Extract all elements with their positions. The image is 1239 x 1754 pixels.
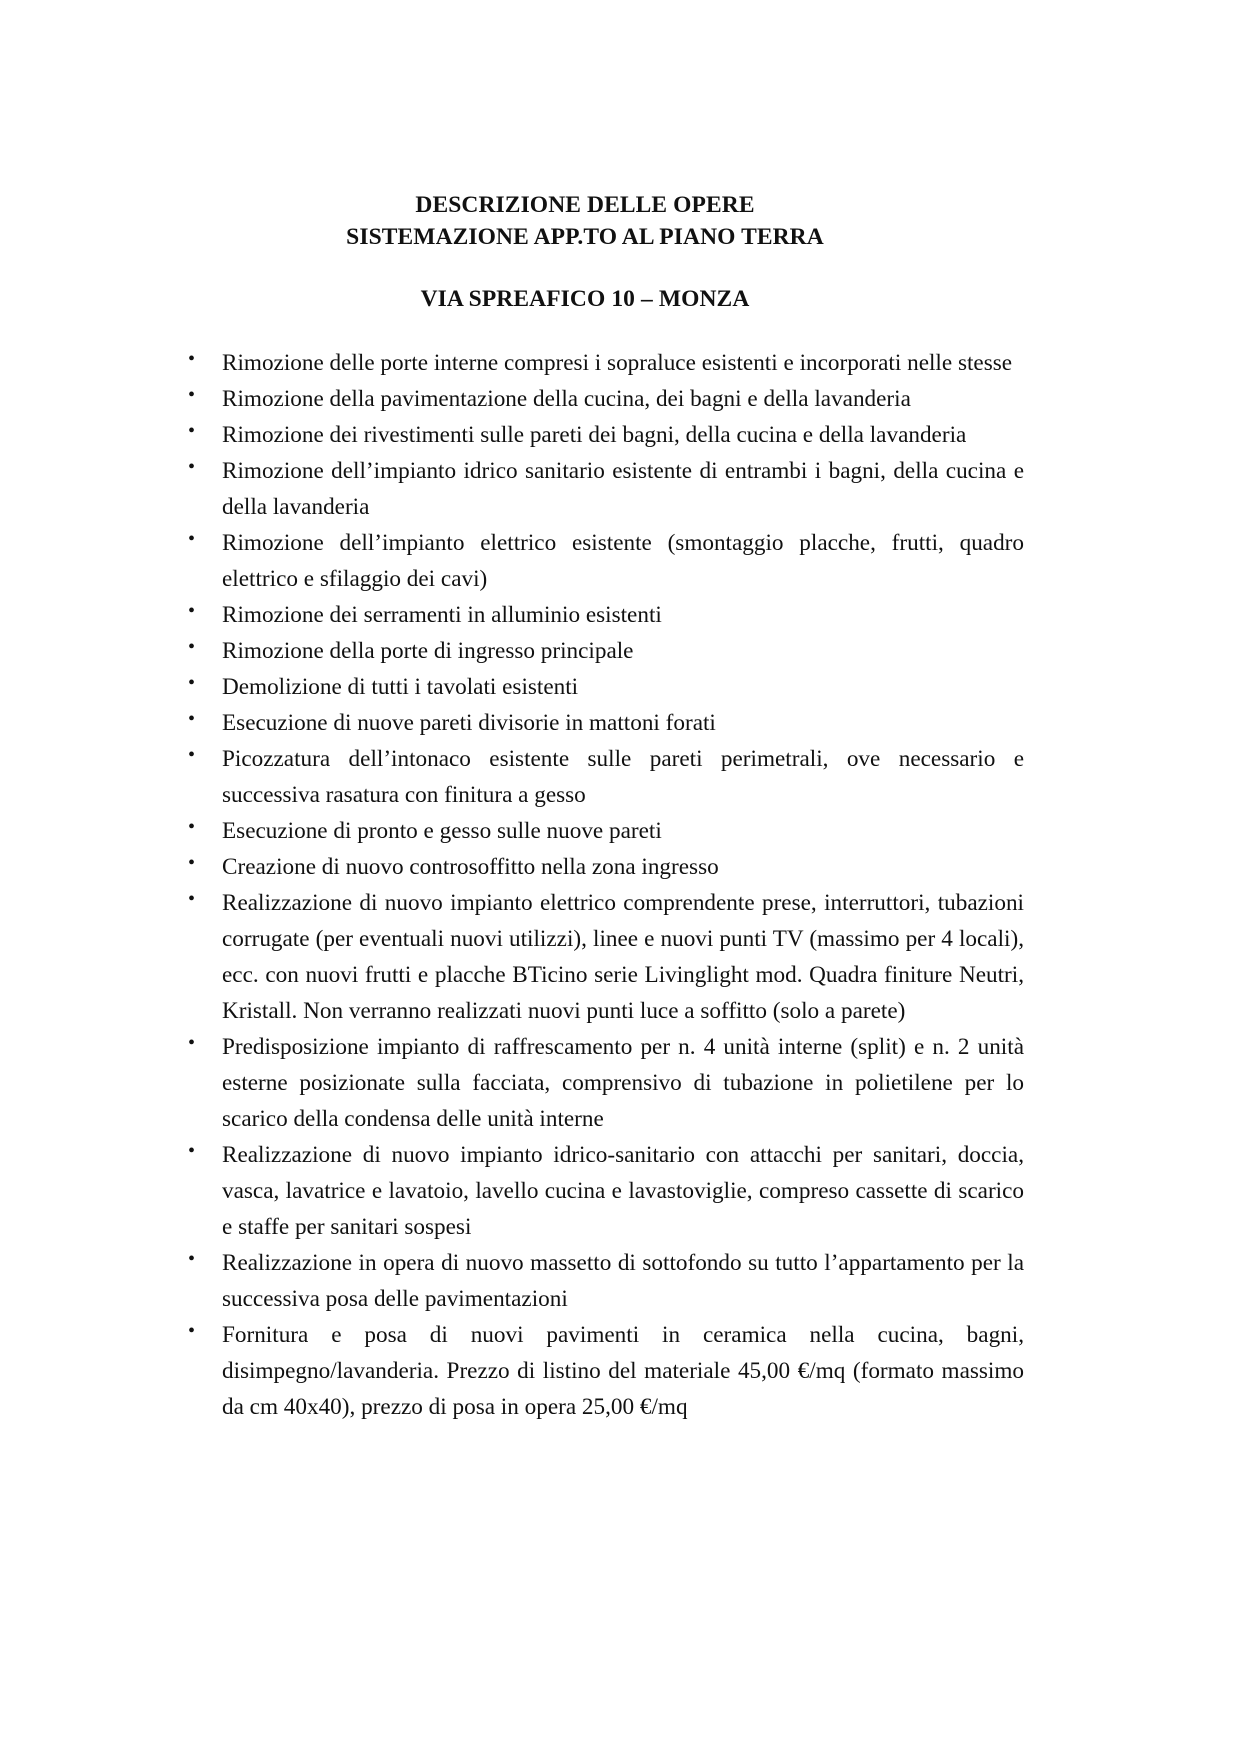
list-item	[188, 705, 1024, 741]
list-item-text: Rimozione dell’impianto elettrico esistente (smontaggio placche, frutti, quadro elettrico e sfilaggio dei cavi)	[222, 530, 1024, 592]
list-item-text: Rimozione dell’impianto idrico sanitario esistente di entrambi i bagni, della cucina e della lavanderia	[222, 458, 1024, 520]
list-item-text: Rimozione dei serramenti in alluminio esistenti	[222, 602, 662, 628]
list-item	[188, 525, 1024, 597]
bullet-icon: •	[188, 1140, 196, 1162]
list-item-text: Realizzazione in opera di nuovo massetto di sottofondo su tutto l’appartamento per la successiva posa delle pavimentazioni	[222, 1250, 1024, 1312]
bullet-icon: •	[188, 1248, 196, 1270]
bullet-icon: •	[188, 852, 196, 874]
list-item-text: Esecuzione di nuove pareti divisorie in mattoni forati	[222, 710, 716, 736]
list-item	[188, 813, 1024, 849]
bullet-icon: •	[188, 456, 196, 478]
bullet-icon: •	[188, 528, 196, 550]
bullet-icon: •	[188, 816, 196, 838]
list-item-text: Picozzatura dell’intonaco esistente sulle pareti perimetrali, ove necessario e successiva rasatura con finitura a gesso	[222, 746, 1024, 808]
list-item-text: Rimozione delle porte interne compresi i sopraluce esistenti e incorporati nelle stesse	[222, 350, 1013, 376]
list-item	[188, 1137, 1024, 1245]
list-item	[188, 417, 1024, 453]
bullet-icon: •	[188, 420, 196, 442]
list-item	[188, 1029, 1024, 1137]
list-item	[188, 1245, 1024, 1317]
bullet-icon: •	[188, 672, 196, 694]
document-address: VIA SPREAFICO 10 – MONZA	[420, 286, 750, 312]
list-item	[188, 1317, 1024, 1425]
list-item-text: Predisposizione impianto di raffrescamento per n. 4 unità interne (split) e n. 2 unità esterne posizionate sulla facciata, comprensivo di tubazione in polietilene per lo scarico della condensa delle unità interne	[222, 1034, 1024, 1132]
list-item-text: Esecuzione di pronto e gesso sulle nuove pareti	[222, 818, 662, 844]
list-item-text: Rimozione della pavimentazione della cucina, dei bagni e della lavanderia	[222, 386, 911, 412]
list-item	[188, 453, 1024, 525]
list-item	[188, 741, 1024, 813]
list-item-text: Rimozione della porte di ingresso principale	[222, 638, 634, 664]
bullet-icon: •	[188, 348, 196, 370]
document-title: DESCRIZIONE DELLE OPERE	[415, 192, 755, 218]
bullet-icon: •	[188, 1320, 196, 1342]
bullet-icon: •	[188, 888, 196, 910]
list-item-text: Rimozione dei rivestimenti sulle pareti dei bagni, della cucina e della lavanderia	[222, 422, 967, 448]
list-item	[188, 597, 1024, 633]
bullet-icon: •	[188, 600, 196, 622]
works-list	[188, 345, 1024, 1425]
bullet-icon: •	[188, 1032, 196, 1054]
bullet-icon: •	[188, 708, 196, 730]
bullet-icon: •	[188, 384, 196, 406]
list-item	[188, 885, 1024, 1029]
list-item	[188, 345, 1024, 381]
list-item-text: Creazione di nuovo controsoffitto nella zona ingresso	[222, 854, 719, 880]
list-item	[188, 849, 1024, 885]
list-item-text: Realizzazione di nuovo impianto elettrico comprendente prese, interruttori, tubazioni corrugate (per eventuali nuovi utilizzi), linee e nuovi punti TV (massimo per 4 locali), ecc. con nuovi frutti e placche BTicino serie Livinglight mod. Quadra finiture Neutri, Kristall. Non verranno realizzati nuovi punti luce a soffitto (solo a parete)	[222, 890, 1024, 1024]
bullet-icon: •	[188, 744, 196, 766]
list-item-text: Fornitura e posa di nuovi pavimenti in ceramica nella cucina, bagni, disimpegno/lavanderia. Prezzo di listino del materiale 45,00 €/mq (formato massimo da cm 40x40), prezzo di posa in opera 25,00 €/mq	[222, 1322, 1024, 1420]
list-item	[188, 669, 1024, 705]
list-item	[188, 633, 1024, 669]
list-item-text: Realizzazione di nuovo impianto idrico-sanitario con attacchi per sanitari, doccia, vasca, lavatrice e lavatoio, lavello cucina e lavastoviglie, compreso cassette di scarico e staffe per sanitari sospesi	[222, 1142, 1024, 1240]
document-subtitle: SISTEMAZIONE APP.TO AL PIANO TERRA	[346, 224, 824, 250]
bullet-icon: •	[188, 636, 196, 658]
list-item	[188, 381, 1024, 417]
list-item-text: Demolizione di tutti i tavolati esistenti	[222, 674, 579, 700]
